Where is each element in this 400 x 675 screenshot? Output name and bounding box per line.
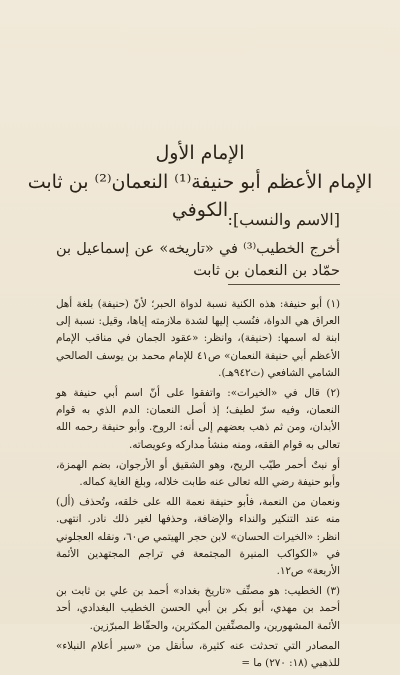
footnote-3: (٣) الخطيب: هو مصنِّف «تاريخ بغداد» أحمد بن علي بن ثابت بن أحمد بن مهدي، أبو بكر بن أبي الحسن الخطيب البغدادي، أحد الأئمة المشهورين، والمصنِّفين المكثرين، والحفّاظ المبرّزين.	[56, 585, 340, 632]
section-label: [الاسم والنسب]:	[227, 210, 340, 229]
footnote-divider	[228, 284, 340, 285]
body-text: أخرج الخطيب⁽³⁾ في «تاريخه» عن إسماعيل بن حمّاد بن النعمان بن ثابت	[56, 241, 340, 279]
footnote-1: (١) أبو حنيفة: هذه الكنية نسبة لدواة الحبر؛ لأنّ (حنيفة) بلغة أهل العراق هي الدواة، فنُسب إليها لشدة ملازمته إياها، وقيل: نسبة إلى ابنة له اسمها: (حنيفة)، وانظر: «عقود الجمان في مناقب الإمام الأعظم أبي حنيفة النعمان» ص٤١ للإمام محمد بن يوسف الصالحي الشامي الشافعي (ت٩٤٢هـ).	[56, 298, 340, 379]
footnote-2: (٢) قال في «الخيرات»: واتفقوا على أنّ اسم أبي حنيفة هو النعمان، وفيه سرّ لطيف؛ إذ أصل النعمان: الدم الذي به قوام الأبدان، ومن ثم ذهب بعضهم إلى أنه: الروح. وأبو حنيفة رحمه الله تعالى به قوام الفقه، ومنه منشأ مداركه وعويصاته.	[56, 387, 340, 451]
footnote-3-continued: المصادر التي تحدثت عنه كثيرة، سأنقل من «سير أعلام النبلاء» للذهبي (١٨: ٢٧٠) ما =	[56, 639, 340, 670]
footnote-2-continued: ونعمان من النعمة، فأبو حنيفة نعمة الله على خلقه، وتُحذف (أل) منه عند التنكير والنداء والإضافة، وحذفها لغير ذلك نادر. انتهى. انظر: «الخيرات الحسان» لابن حجر الهيتمي ص٦٠، ونقله العجلوني في «الكواكب المنيرة المجتمعة في تراجم المجتهدين الأئمة الأربعة» ص١٢.	[56, 496, 340, 578]
footnote-2-continued: أو نبتٌ أحمر طيّب الريح، وهو الشقيق أو الأرجوان، بضم الهمزة، وأبو حنيفة رضي الله تعالى عنه طابت خلاله، وبلغ الغاية كماله.	[56, 458, 340, 489]
heading-line-2: الإمام الأعظم أبو حنيفة⁽¹⁾ النعمان⁽²⁾ بن ثابت الكوفي	[27, 171, 373, 221]
chapter-heading	[0, 140, 400, 224]
heading-line-1: الإمام الأول	[155, 142, 245, 164]
footnotes	[56, 296, 340, 675]
